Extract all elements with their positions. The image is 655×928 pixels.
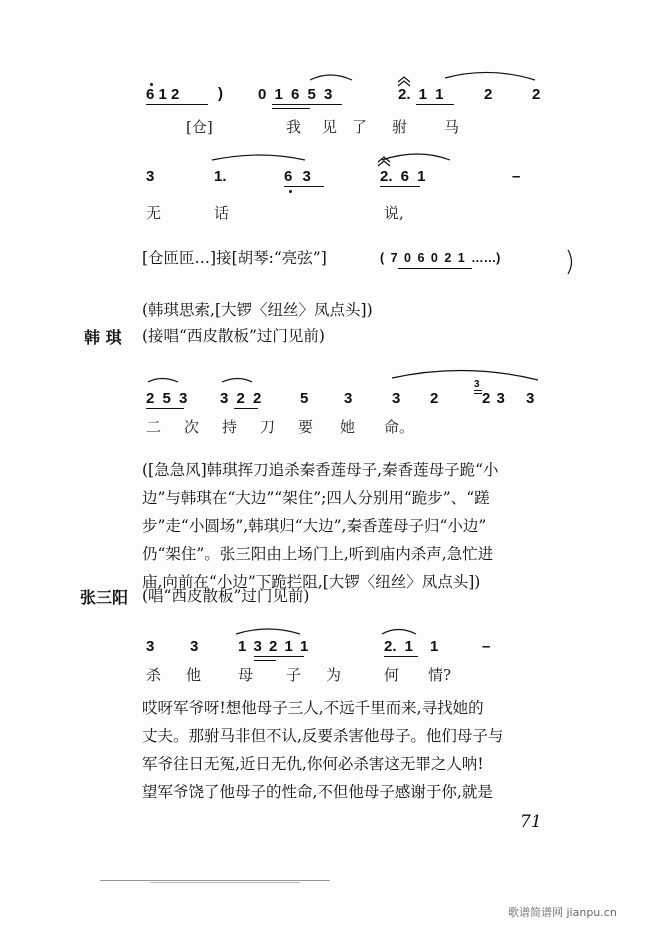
lyric-word: 说, xyxy=(384,204,404,222)
lyric-word: 次 xyxy=(184,418,200,436)
lyric-word: 为 xyxy=(326,666,342,684)
lyric-word: 何 xyxy=(384,666,400,684)
speech-line: 望军爷饶了他母子的性命,不但他母子感谢于你,就是 xyxy=(142,783,493,801)
lyric-word: 二 xyxy=(146,418,162,436)
sing-direction-han: (接唱“西皮散板”过门见前) xyxy=(142,327,325,345)
lyric-word: 她 xyxy=(340,418,356,436)
note: 3 xyxy=(344,390,353,407)
music-cue: [仓匝匝…]接[胡琴:“亮弦”] xyxy=(142,249,327,267)
lyric-word: 要 xyxy=(298,418,314,436)
note-group: 2. 1 xyxy=(384,638,414,655)
speaker-han-qi: 韩 琪 xyxy=(84,328,122,347)
lyric-word: 情? xyxy=(428,666,452,684)
note-group: 3 2 2 xyxy=(220,390,262,407)
stage-direction-line: 步”走“小圆场”,韩琪归“大边”,秦香莲母子归“小边” xyxy=(142,517,487,535)
stage-direction-1: (韩琪思索,[大锣〈纽丝〉凤点头]) xyxy=(142,301,373,319)
stage-direction-line: 仍“架住”。张三阳由上场门上,听到庙内杀声,急忙进 xyxy=(142,545,494,563)
lyric-word: 了 xyxy=(352,118,368,136)
lyric-word: 命。 xyxy=(384,418,415,436)
music-cue-notes: ( 7 0 6 0 2 1 ……) xyxy=(380,251,501,265)
note-group: 1 3 2 1 1 xyxy=(238,638,309,655)
note: 1. xyxy=(214,168,227,185)
sing-direction-zhang: (唱“西皮散板”过门见前) xyxy=(142,587,310,605)
speaker-zhang-sanyang: 张三阳 xyxy=(80,588,129,607)
lyric-word: 母 xyxy=(238,666,254,684)
lyric-word: 他 xyxy=(186,666,202,684)
lyric-word: 我 xyxy=(286,118,302,136)
lyric-word: 无 xyxy=(146,204,162,222)
rest-dash: – xyxy=(512,168,521,185)
lyric-word: 持 xyxy=(222,418,238,436)
note: 2 xyxy=(484,86,493,103)
lyric-word: 话 xyxy=(214,204,230,222)
lyric-word: 杀 xyxy=(146,666,162,684)
lyric-word: 驸 xyxy=(392,118,408,136)
note: 2 xyxy=(430,390,439,407)
stage-direction-line: ([急急风]韩琪挥刀追杀秦香莲母子,秦香莲母子跪“小 xyxy=(142,461,499,479)
note-group: 6 1 2 xyxy=(146,86,180,103)
note: 5 xyxy=(300,390,309,407)
note-group: 0 1 6 5 3 xyxy=(258,86,333,103)
note-group: 2 5 3 xyxy=(146,390,188,407)
lyric-word: 见 xyxy=(322,118,338,136)
note-group: 2. 1 1 xyxy=(398,86,444,103)
note-group: 2 3 xyxy=(482,390,505,407)
speech-line: 丈夫。那驸马非但不认,反要杀害他母子。他们母子与 xyxy=(142,727,504,745)
lyric-word: [仓] xyxy=(186,118,213,136)
note: 3 xyxy=(146,638,155,655)
stage-direction-line: 边”与韩琪在“大边”“架住”;四人分别用“跪步”、“蹉 xyxy=(142,489,490,507)
lyric-word: 刀 xyxy=(260,418,276,436)
note: 3 xyxy=(190,638,199,655)
page-number: 71 xyxy=(520,812,542,832)
note-group: 2. 6 1 xyxy=(380,168,426,185)
note: 1 xyxy=(430,638,439,655)
note: 3 xyxy=(146,168,155,185)
speech-line: 哎呀军爷呀!想他母子三人,不远千里而来,寻找她的 xyxy=(142,699,484,717)
speech-line: 军爷往日无冤,近日无仇,你何必杀害这无罪之人呐! xyxy=(142,755,484,773)
note: 2 xyxy=(532,86,541,103)
rest-dash: – xyxy=(482,638,491,655)
grace-note: 3 xyxy=(474,379,480,390)
note: 3 xyxy=(526,390,535,407)
note: 3 xyxy=(392,390,401,407)
stage-direction-line: 庙,向前在“小边”下跪拦阻,[大锣〈纽丝〉凤点头]) xyxy=(142,573,481,591)
lyric-word: 子 xyxy=(286,666,302,684)
bracket-mark: ) xyxy=(218,85,223,102)
note-group: 6 3 xyxy=(284,168,311,185)
watermark: 歌谱简谱网 jianpu.cn xyxy=(508,906,617,919)
lyric-word: 马 xyxy=(444,118,460,136)
